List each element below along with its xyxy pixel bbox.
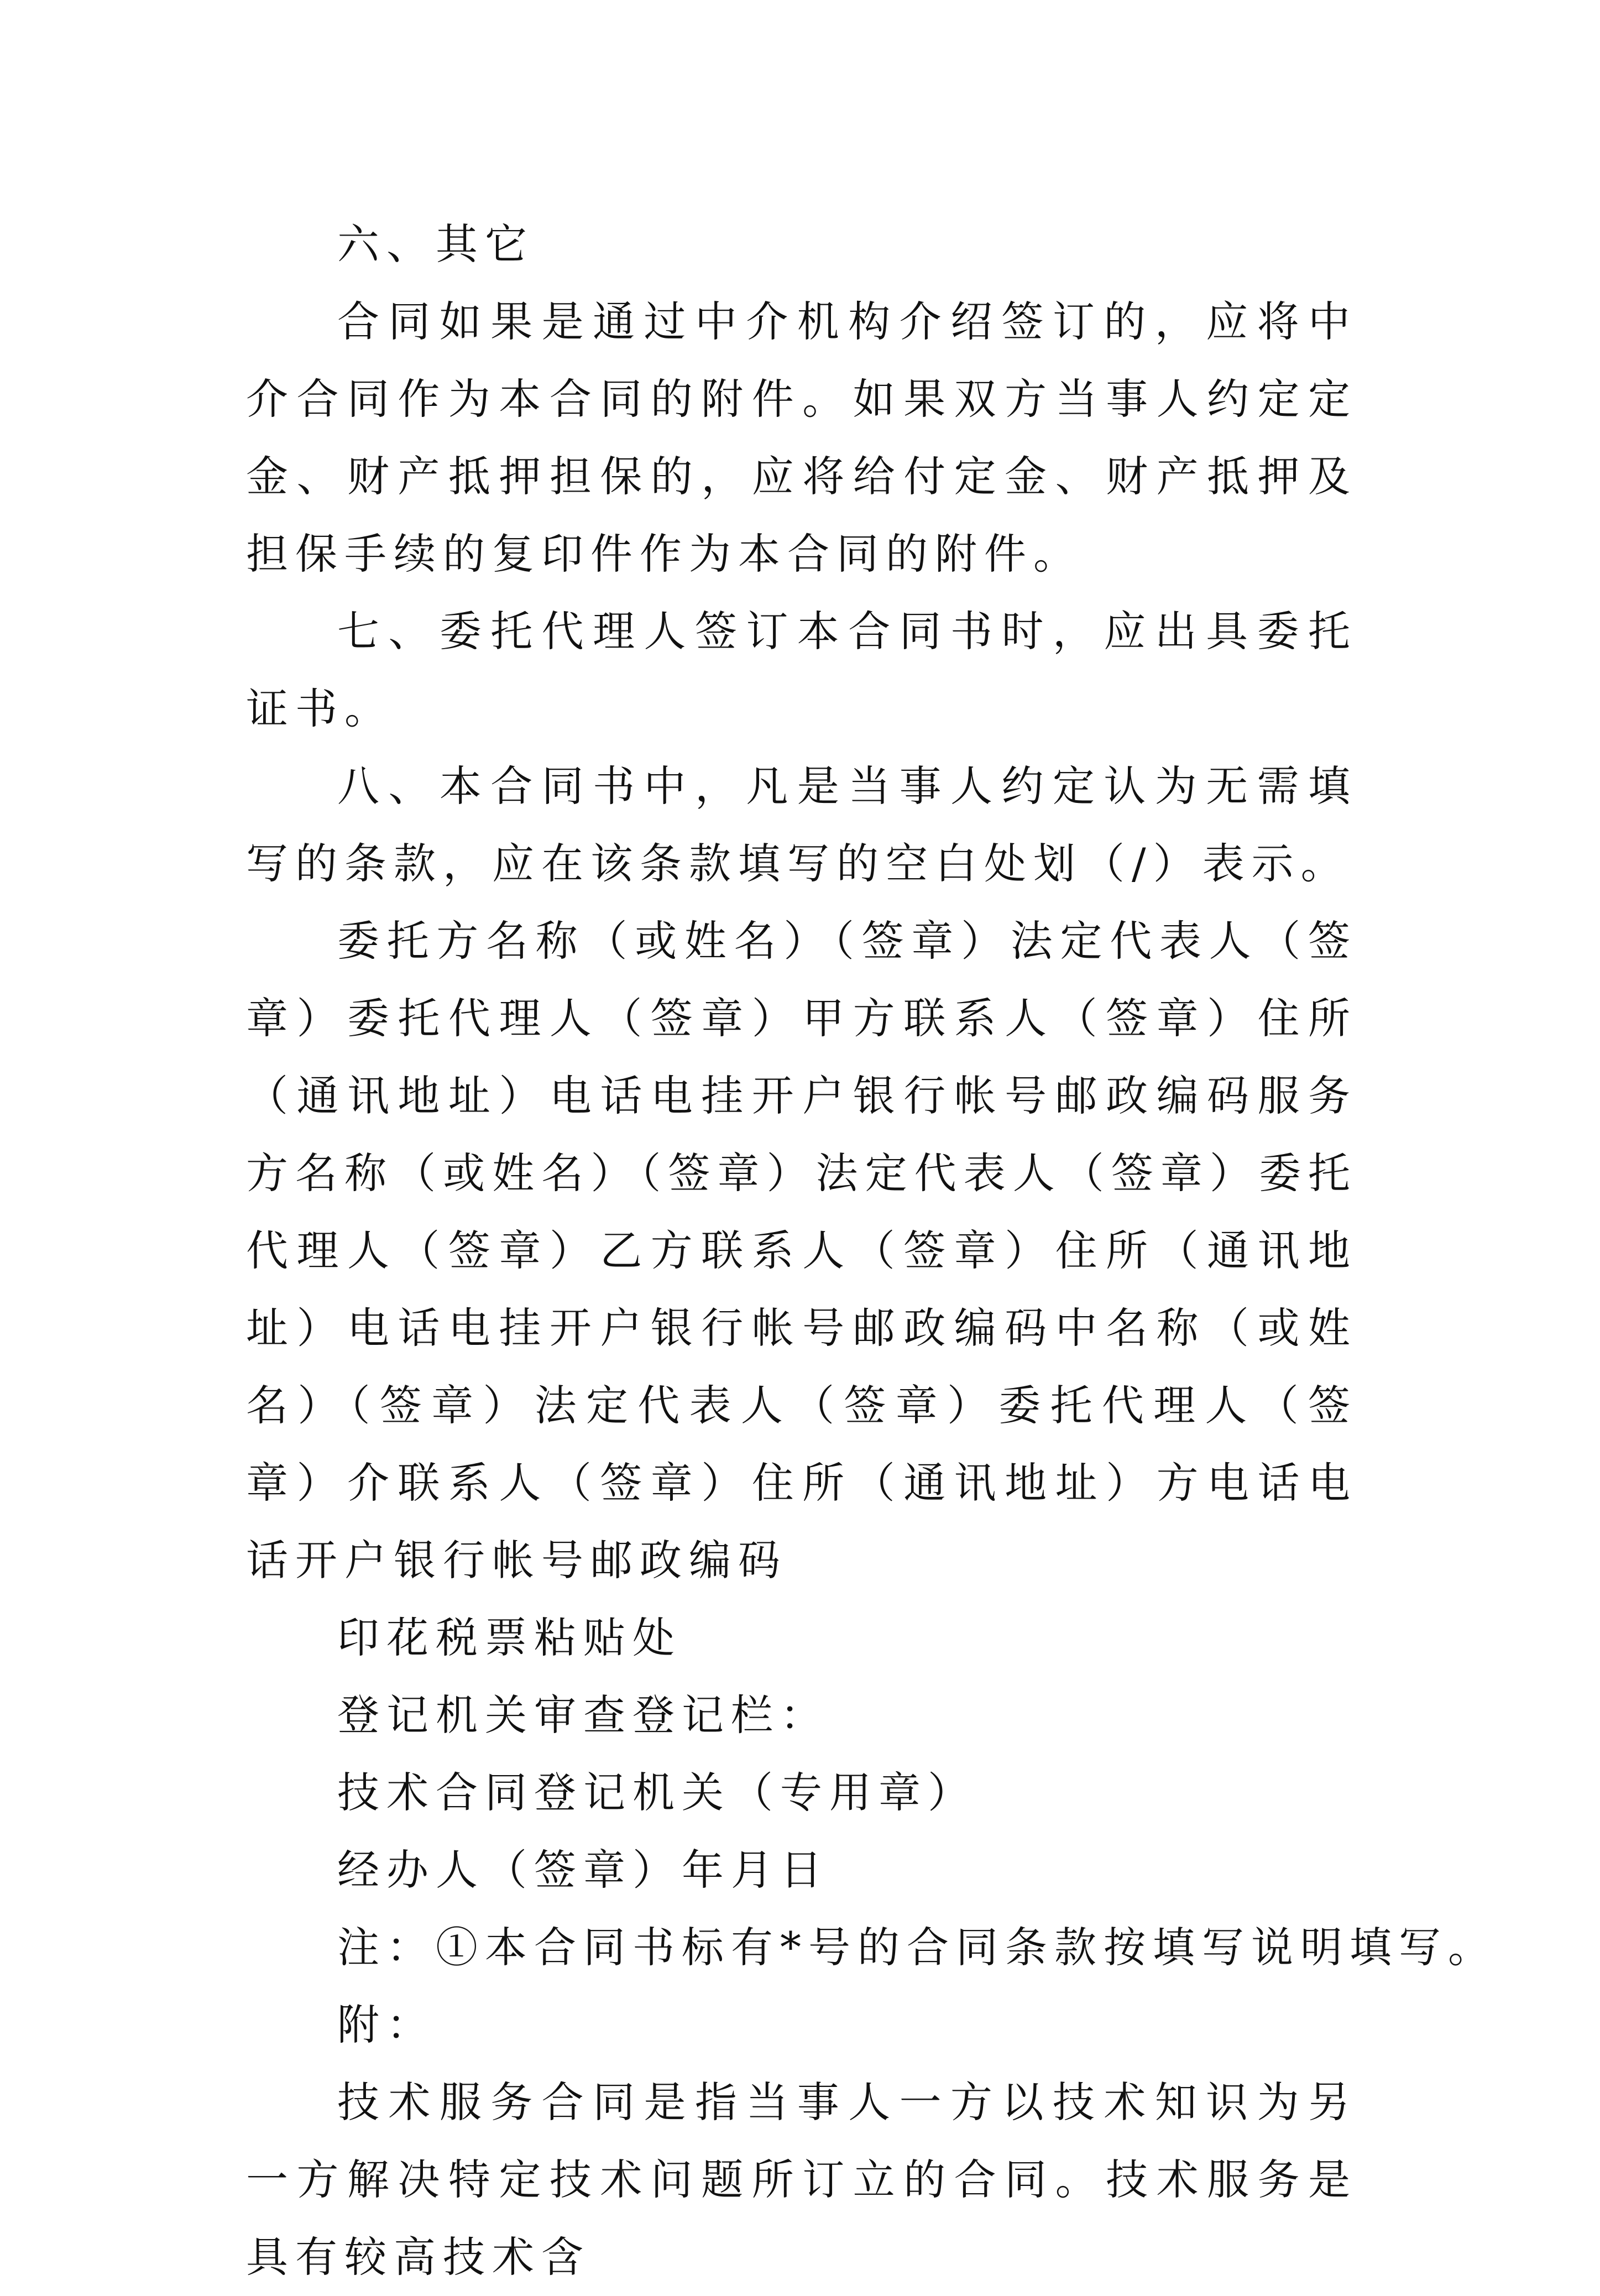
signature-block-paragraph: 委托方名称（或姓名）（签章）法定代表人（签章）委托代理人（签章）甲方联系人（签章）住所（通讯地址）电话电挂开户银行帐号邮政编码服务方名称（或姓名）（签章）法定代表人（签章）委托代理人（签章）乙方联系人（签章）住所（通讯地址）电话电挂开户银行帐号邮政编码中名称（或姓名）（签章）法定代表人（签章）委托代理人（签章）介联系人（签章）住所（通讯地址）方电话电话开户银行帐号邮政编码 — [246, 916, 1357, 1585]
registry-column-label: 登记机关审查登记栏： — [337, 1690, 829, 1740]
section-six-body: 合同如果是通过中介机构介绍签订的，应将中介合同作为本合同的附件。如果双方当事人约定定金、财产抵押担保的，应将给付定金、财产抵押及担保手续的复印件作为本合同的附件。 — [246, 297, 1357, 578]
note-line: 注：①本合同书标有*号的合同条款按填写说明填写。 — [337, 1923, 1497, 1972]
stamp-area-label: 印花税票粘贴处 — [337, 1613, 682, 1662]
document-body — [246, 206, 1497, 2296]
appendix-body-paragraph: 技术服务合同是指当事人一方以技术知识为另一方解决特定技术问题所订立的合同。技术服务是具有较高技术含 — [246, 2078, 1357, 2282]
registry-seal-label: 技术合同登记机关（专用章） — [337, 1768, 977, 1817]
section-eight-paragraph: 八、本合同书中，凡是当事人约定认为无需填写的条款，应在该条款填写的空白处划（/）表示。 — [246, 761, 1357, 888]
appendix-label: 附： — [337, 2000, 436, 2049]
section-seven-paragraph: 七、委托代理人签订本合同书时，应出具委托证书。 — [246, 607, 1357, 733]
section-six-heading: 六、其它 — [337, 220, 534, 269]
handler-date-line: 经办人（签章）年月日 — [337, 1845, 829, 1895]
